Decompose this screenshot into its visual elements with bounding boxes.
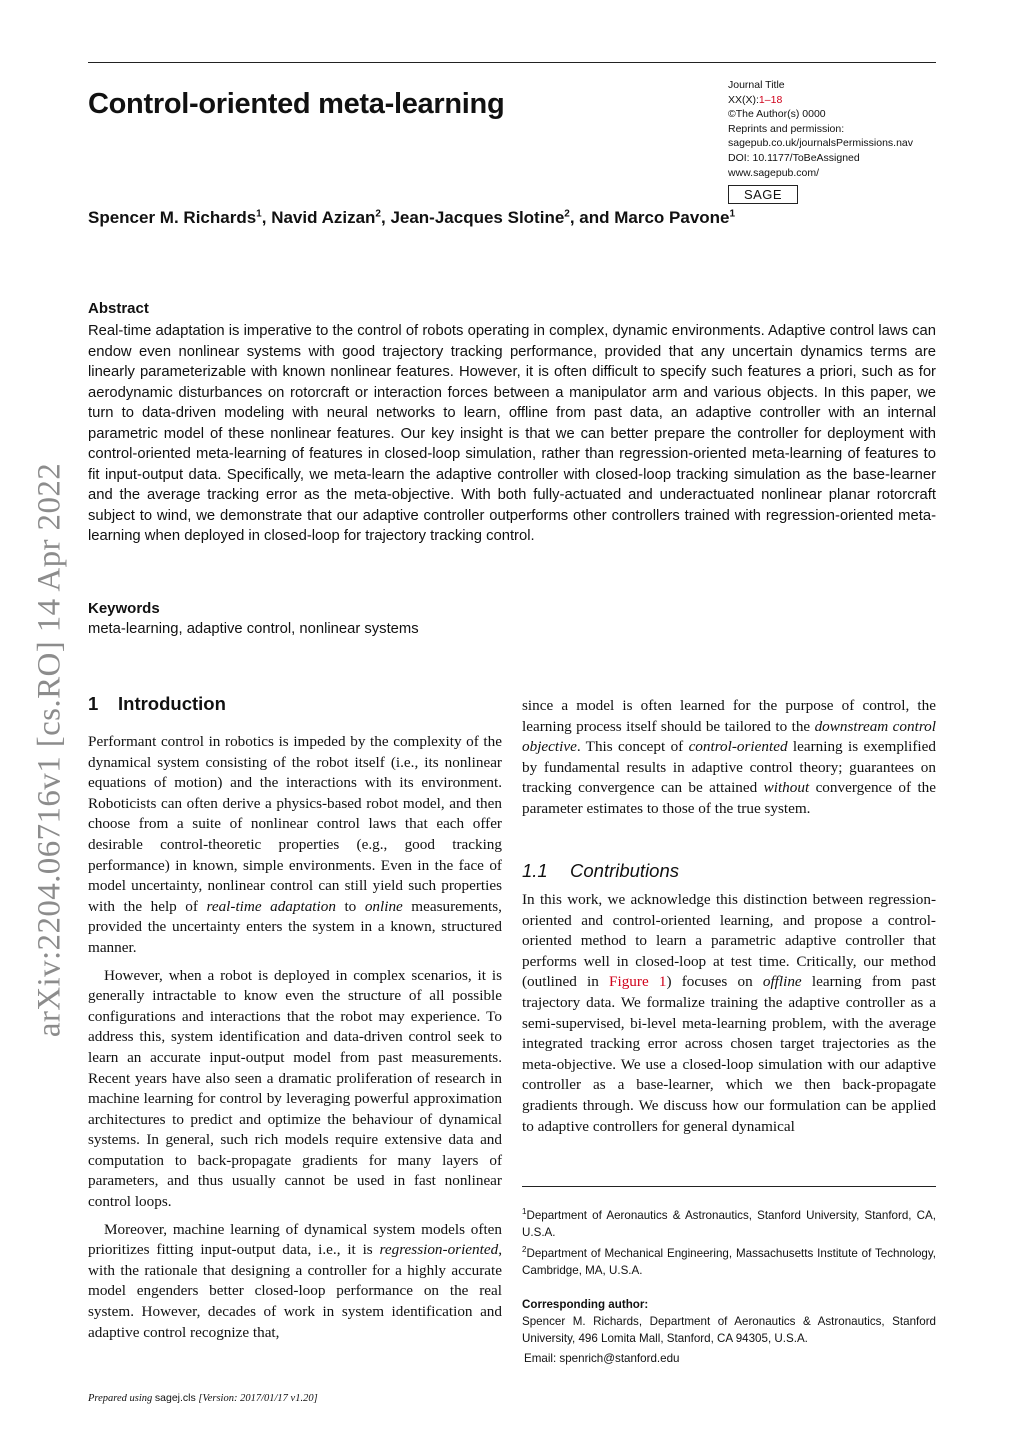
section-number: 1 bbox=[88, 693, 99, 714]
paragraph: In this work, we acknowledge this distinction between regression-oriented and control-oriented learning, and propose a control-oriented method to learn a parametric adaptive controller that performs well in closed-loop at test time. Critically, our method (outlined in Figure 1) focuses on offline learning from past trajectory data. We formalize training the adaptive controller as a semi-supervised, bi-level meta-learning problem, with the average integrated tracking error across chosen target trajectories as the meta-objective. We use a closed-loop simulation with our adaptive controller as a base-learner, which we then back-propagate gradients through. We discuss how our formulation can be applied to adaptive controllers for general dynamical bbox=[522, 891, 936, 1135]
right-column bbox=[522, 696, 936, 820]
journal-volume: XX(X):1–18 bbox=[728, 93, 783, 106]
page-range-link[interactable]: 1–18 bbox=[758, 93, 783, 106]
copyright: ©The Author(s) 0000 bbox=[728, 108, 826, 121]
paragraph: since a model is often learned for the purpose of control, the learning process itself should be tailored to the downstream control objective. This concept of control-oriented learning is exemplified by fundamental results in adaptive control theory; guarantees on tracking convergence can be attained without convergence of the parameter estimates to those of the true system. bbox=[522, 697, 936, 817]
arxiv-identifier[interactable]: arXiv:2204.06716v1 [cs.RO] 14 Apr 2022 bbox=[31, 462, 68, 1038]
affiliation-1: $^1$Department of Aeronautics & Astronautics, Stanford University, Stanford, CA, U.S.A. bbox=[522, 1207, 936, 1239]
keywords-text: meta-learning, adaptive control, nonlinear systems bbox=[88, 621, 419, 637]
abstract-heading: Abstract bbox=[88, 300, 149, 317]
affiliation-2: $^2$Department of Mechanical Engineering, Massachusetts Institute of Technology, Cambridge, MA, U.S.A. bbox=[522, 1244, 936, 1277]
author-affil-mark: 2 bbox=[375, 208, 381, 220]
keywords-heading: Keywords bbox=[88, 600, 160, 617]
paper-title: Control-oriented meta-learning bbox=[88, 88, 505, 120]
section-heading-introduction bbox=[88, 693, 226, 715]
paragraph: Moreover, machine learning of dynamical system models often prioritizes fitting input-output data, i.e., it is regression-oriented, with the rationale that designing a controller for a highly accurate model engenders better closed-loop performance on the real system. However, decades of work in system identification and adaptive control recognize that, bbox=[88, 1220, 502, 1341]
subsection-title: Contributions bbox=[570, 860, 680, 881]
section-title: Introduction bbox=[118, 693, 226, 714]
class-file-name: sagej.cls bbox=[154, 1392, 196, 1404]
footnote-rule bbox=[522, 1186, 936, 1187]
footnotes bbox=[522, 1203, 936, 1367]
reprints-label: Reprints and permission: bbox=[728, 122, 845, 135]
author-name: Marco Pavone bbox=[614, 208, 730, 227]
page-footer: Prepared using sagej.cls [Version: 2017/01/17 v1.20] bbox=[88, 1392, 318, 1404]
paragraph: Performant control in robotics is impeded by the complexity of the dynamical system consisting of the robot itself (i.e., its nonlinear equations of motion) and the interactions with its environment. Roboticists can often derive a physics-based robot model, and then choose from a suite of nonlinear control laws that each offer desirable control-theoretic properties (e.g., good tracking performance) in known, simple environments. Even in the face of model uncertainty, nonlinear control can still yield such properties with the help of real-time adaptation to online measurements, provided the uncertainty enters the system in a known, structured manner. bbox=[88, 733, 502, 956]
top-rule bbox=[88, 62, 936, 63]
corresponding-author-heading: Corresponding author: bbox=[522, 1297, 649, 1311]
journal-title: Journal Title bbox=[728, 79, 785, 91]
author-affil-mark: 1 bbox=[729, 208, 736, 220]
abstract-text: Real-time adaptation is imperative to the control of robots operating in complex, dynamic environments. Adaptive control laws can endow even nonlinear systems with good trajectory tracking performance, provided that any uncertain dynamics terms are linearly parameterizable with known nonlinear features. However, it is often difficult to specify such features a priori, such as for aerodynamic disturbances on rotorcraft or interaction forces between a manipulator arm and various objects. In this paper, we turn to data-driven modeling with neural networks to learn, offline from past data, an adaptive controller with an internal parametric model of these nonlinear features. Our key insight is that we can better prepare the controller for deployment with control-oriented meta-learning of features in closed-loop simulation, rather than regression-oriented meta-learning of features to fit input-output data. Specifically, we meta-learn the adaptive controller with closed-loop tracking simulation as the base-learner and the average tracking error as the meta-objective. With both fully-actuated and underactuated nonlinear planar rotorcraft subject to wind, we demonstrate that our adaptive controller outperforms other controllers trained with regression-oriented meta-learning when deployed in closed-loop for trajectory tracking control. bbox=[88, 323, 936, 544]
subsection-heading-contributions bbox=[522, 860, 679, 882]
author-list: Spencer M. Richards$^1$, Navid Azizan$^2$, Jean-Jacques Slotine$^2$, and Marco Pavone$^1$ bbox=[88, 208, 736, 227]
reprints-url: sagepub.co.uk/journalsPermissions.nav bbox=[728, 137, 914, 150]
corresponding-email[interactable]: Email: spenrich@stanford.edu bbox=[524, 1351, 680, 1365]
author-affil-mark: 2 bbox=[564, 208, 570, 220]
journal-meta bbox=[728, 78, 913, 180]
left-column bbox=[88, 732, 502, 1343]
contributions-body bbox=[522, 890, 936, 1137]
author-name: Spencer M. Richards bbox=[88, 208, 257, 227]
author-affil-mark: 1 bbox=[256, 208, 262, 220]
sage-logo: SAGE bbox=[728, 185, 798, 204]
author-name: Jean-Jacques Slotine bbox=[390, 208, 565, 227]
paragraph: However, when a robot is deployed in complex scenarios, it is generally intractable to know even the structure of all possible configurations and interactions that the robot may experience. To address this, system identification and data-driven control seek to learn an accurate input-output model from past measurements. Recent years have also seen a dramatic proliferation of research in machine learning for control by leveraging powerful approximation architectures to predict and optimize the behaviour of dynamical systems. In general, such rich models require extensive data and computation to back-propagate gradients for many layers of parameters, and thus usually cannot be used in fast nonlinear control loops. bbox=[88, 966, 502, 1211]
subsection-number: 1.1 bbox=[522, 860, 548, 881]
author-name: Navid Azizan bbox=[271, 208, 376, 227]
doi: DOI: 10.1177/ToBeAssigned bbox=[728, 151, 860, 164]
website: www.sagepub.com/ bbox=[728, 166, 820, 179]
figure-1-link[interactable]: Figure 1 bbox=[609, 973, 667, 991]
corresponding-author-text: Spencer M. Richards, Department of Aeronautics & Astronautics, Stanford University, 496 Lomita Mall, Stanford, CA 94305, U.S.A. bbox=[522, 1314, 936, 1345]
